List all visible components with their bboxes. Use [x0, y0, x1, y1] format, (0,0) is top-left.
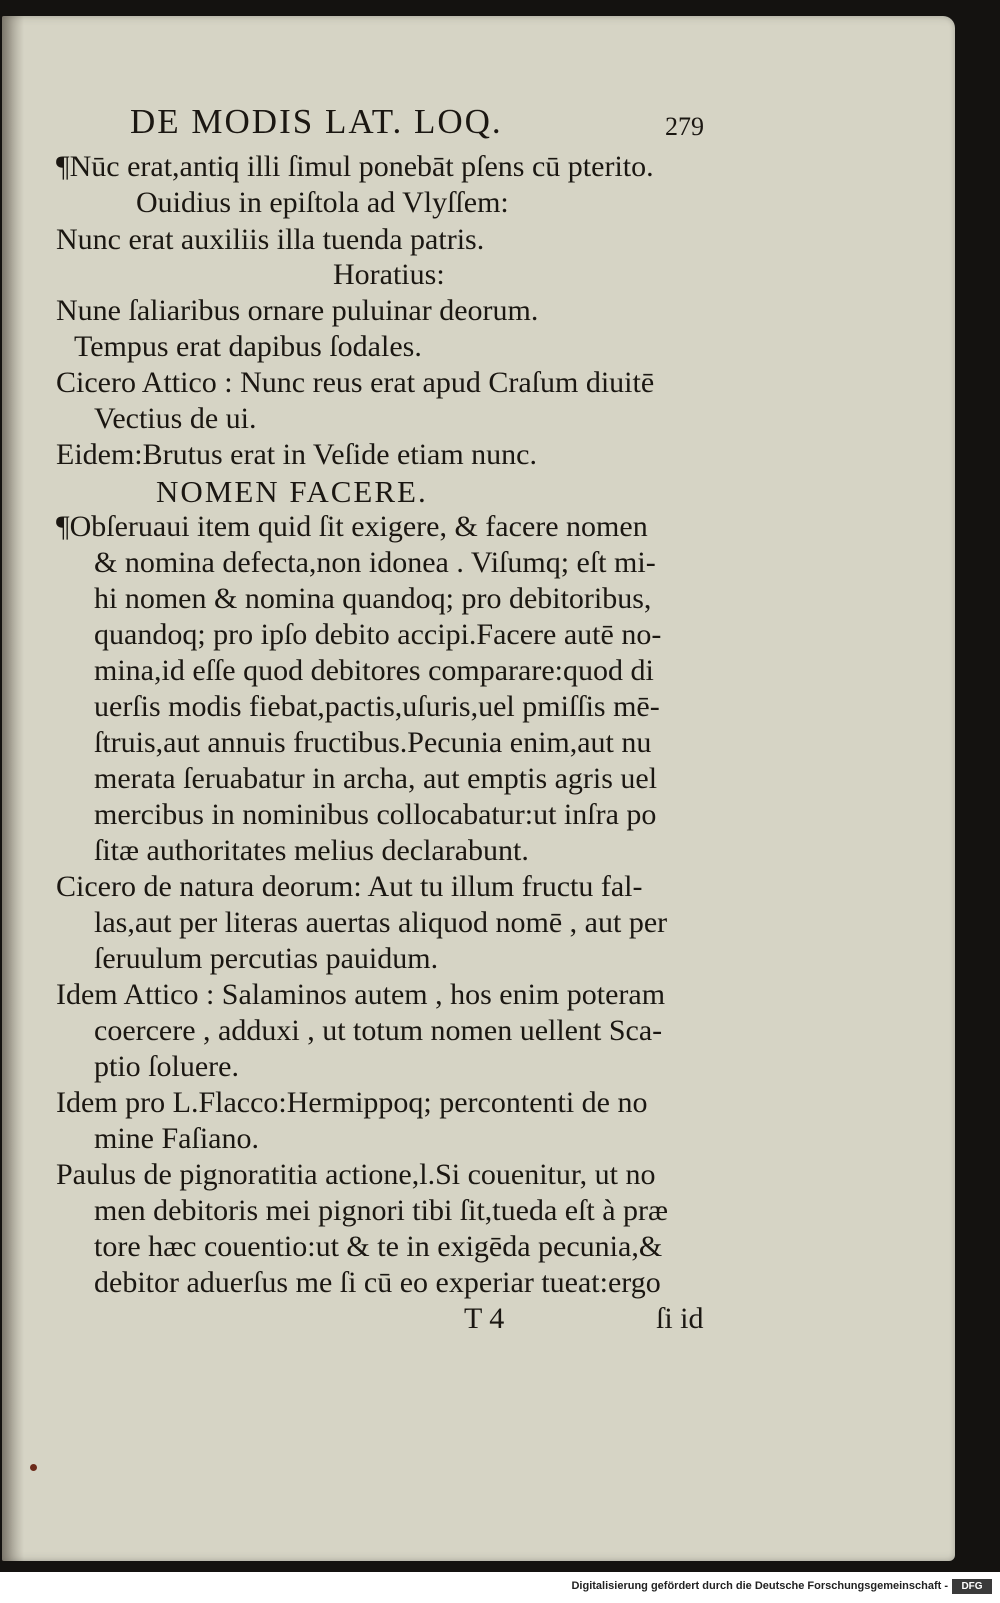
- text-line: uerſis modis fiebat,pactis,uſuris,uel pmiſſis mē-: [94, 690, 660, 723]
- catchword: ſi id: [656, 1302, 704, 1335]
- text-line: mine Faſiano.: [94, 1122, 259, 1155]
- ink-blot: [30, 1464, 37, 1471]
- text-line: Eidem:Brutus erat in Veſide etiam nunc.: [56, 438, 537, 471]
- text-line: Ouidius in epiſtola ad Vlyſſem:: [136, 186, 509, 219]
- running-title: DE MODIS LAT. LOQ.: [130, 102, 503, 141]
- text-line: coercere , adduxi , ut totum nomen uellent Sca-: [94, 1014, 663, 1047]
- signature-mark: T 4: [464, 1302, 505, 1335]
- folio-number: 279: [665, 112, 704, 141]
- text-line: Vectius de ui.: [94, 402, 257, 435]
- text-line: mina,id eſſe quod debitores comparare:quod di: [94, 654, 654, 687]
- text-line: hi nomen & nomina quandoq; pro debitoribus,: [94, 582, 652, 615]
- text-line: Tempus erat dapibus ſodales.: [74, 330, 422, 363]
- page-gutter-shadow: [2, 16, 24, 1561]
- text-line: Horatius:: [333, 258, 445, 291]
- text-line: quandoq; pro ipſo debito accipi.Facere autē no-: [94, 618, 662, 651]
- text-line: ſitæ authoritates melius declarabunt.: [94, 834, 529, 867]
- text-line: tore hæc couentio:ut & te in exigēda pecunia,&: [94, 1230, 663, 1263]
- text-line: ¶Nūc erat,antiq illi ſimul ponebāt pſens cū pterito.: [56, 150, 654, 183]
- text-line: Idem pro L.Flacco:Hermippoq; percontenti de no: [56, 1086, 648, 1119]
- dfg-logo-icon: DFG: [952, 1579, 992, 1594]
- text-line: ¶Obſeruaui item quid ſit exigere, & facere nomen: [56, 510, 648, 543]
- text-line: Nune ſaliaribus ornare puluinar deorum.: [56, 294, 539, 327]
- text-line: merata ſeruabatur in archa, aut emptis agris uel: [94, 762, 658, 795]
- text-line: ſtruis,aut annuis fructibus.Pecunia enim,aut nu: [94, 726, 652, 759]
- section-heading: NOMEN FACERE.: [156, 474, 428, 509]
- text-line: Cicero de natura deorum: Aut tu illum fructu fal-: [56, 870, 643, 903]
- text-line: Cicero Attico : Nunc reus erat apud Craſum diuitē: [56, 366, 655, 399]
- text-line: Paulus de pignoratitia actione,l.Si couenitur, ut no: [56, 1158, 656, 1191]
- text-line: Nunc erat auxiliis illa tuenda patris.: [56, 223, 485, 256]
- text-line: las,aut per literas auertas aliquod nomē , aut per: [94, 906, 668, 939]
- footer-bar: [0, 1572, 1000, 1603]
- text-line: & nomina defecta,non idonea . Viſumq; eſt mi-: [94, 546, 656, 579]
- text-line: men debitoris mei pignori tibi ſit,tueda eſt à præ: [94, 1194, 669, 1227]
- text-line: debitor aduerſus me ſi cū eo experiar tueat:ergo: [94, 1266, 661, 1299]
- footer-credit: Digitalisierung gefördert durch die Deutsche Forschungsgemeinschaft -: [571, 1580, 948, 1592]
- text-line: mercibus in nominibus collocabatur:ut inſra po: [94, 798, 657, 831]
- text-line: ptio ſoluere.: [94, 1050, 239, 1083]
- text-line: Idem Attico : Salaminos autem , hos enim poteram: [56, 978, 666, 1011]
- text-line: ſeruulum percutias pauidum.: [94, 942, 439, 975]
